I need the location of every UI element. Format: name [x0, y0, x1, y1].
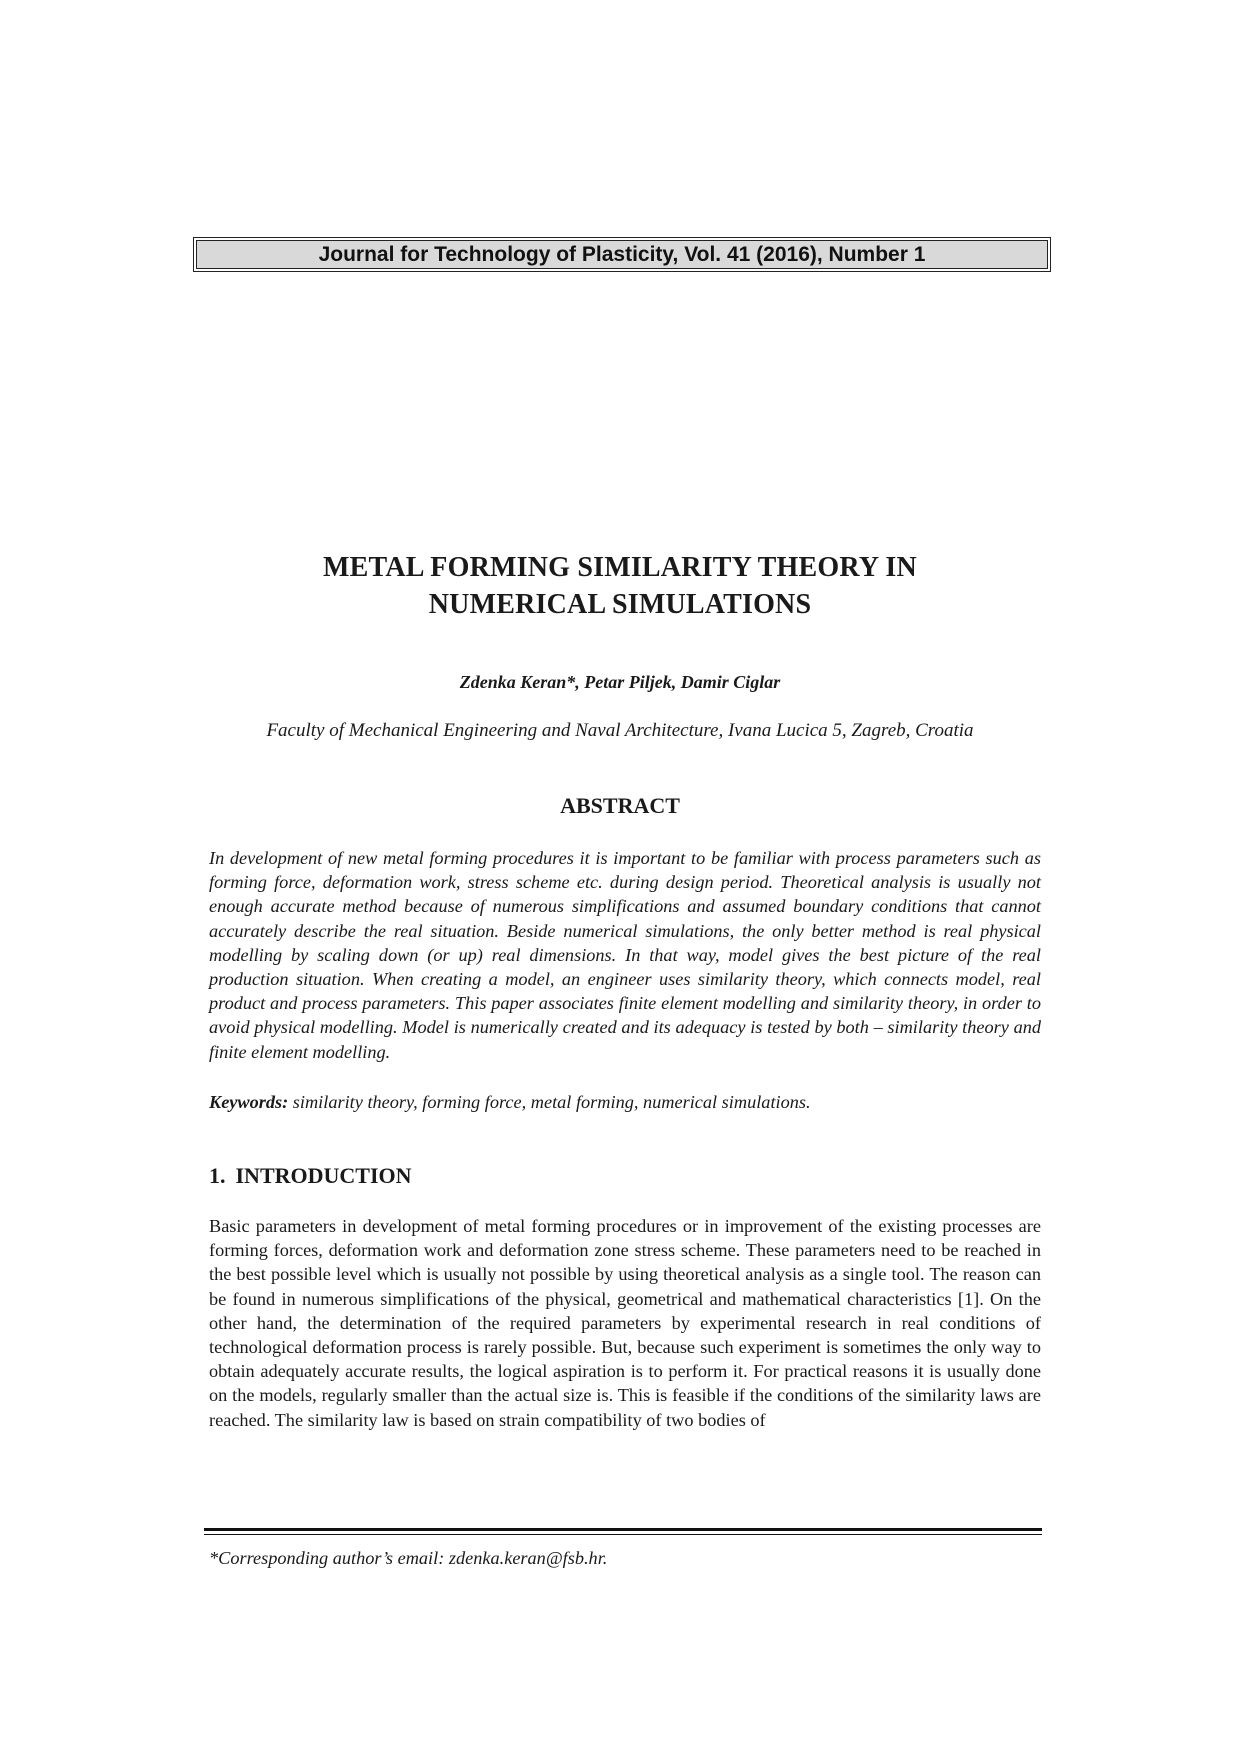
footnote: *Corresponding author’s email: zdenka.keran@fsb.hr.: [209, 1548, 608, 1568]
abstract-heading: ABSTRACT: [560, 793, 680, 818]
affiliation: Faculty of Mechanical Engineering and Naval Architecture, Ivana Lucica 5, Zagreb, Croatia: [266, 720, 974, 741]
authors: Zdenka Keran*, Petar Piljek, Damir Ciglar: [459, 672, 781, 692]
section-heading-introduction: [209, 1163, 412, 1189]
paper-title-line-2: NUMERICAL SIMULATIONS: [428, 589, 812, 620]
paper-title-line-1: METAL FORMING SIMILARITY THEORY IN: [323, 552, 917, 583]
footnote-rule-thick: [204, 1528, 1042, 1531]
introduction-text: Basic parameters in development of metal forming procedures or in improvement of the existing processes are forming forces, deformation work and deformation zone stress scheme. These parameters need to be reached in the best possible level which is usually not possible by using theoretical analysis as a single tool. The reason can be found in numerous simplifications of the physical, geometrical and mathematical characteristics [1]. On the other hand, the determination of the required parameters by experimental research in real conditions of technological deformation process is rarely possible. But, because such experiment is sometimes the only way to obtain adequately accurate results, the logical aspiration is to perform it. For practical reasons it is usually done on the models, regularly smaller than the actual size is. This is feasible if the conditions of the similarity laws are reached. The similarity law is based on strain compatibility of two bodies of: [209, 1216, 1041, 1430]
abstract-text: In development of new metal forming procedures it is important to be familiar with process parameters such as forming force, deformation work, stress scheme etc. during design period. Theoretical analysis is usually not enough accurate method because of numerous simplifications and assumed boundary conditions that cannot accurately describe the real situation. Beside numerical simulations, the only better method is real physical modelling by scaling down (or up) real dimensions. In that way, model gives the best picture of the real production situation. When creating a model, an engineer uses similarity theory, which connects model, real product and process parameters. This paper associates finite element modelling and similarity theory, in order to avoid physical modelling. Model is numerically created and its adequacy is tested by both – similarity theory and finite element modelling.: [209, 848, 1041, 1062]
footnote-rule-thin: [204, 1534, 1042, 1535]
journal-header-box: [193, 237, 1051, 272]
keywords-list: similarity theory, forming force, metal forming, numerical simulations.: [288, 1092, 811, 1112]
keywords: [209, 1090, 1041, 1114]
keywords-label: Keywords:: [209, 1092, 289, 1112]
journal-header: Journal for Technology of Plasticity, Vol. 41 (2016), Number 1: [196, 240, 1048, 269]
section-title: INTRODUCTION: [235, 1163, 412, 1188]
section-number: 1.: [209, 1163, 226, 1188]
